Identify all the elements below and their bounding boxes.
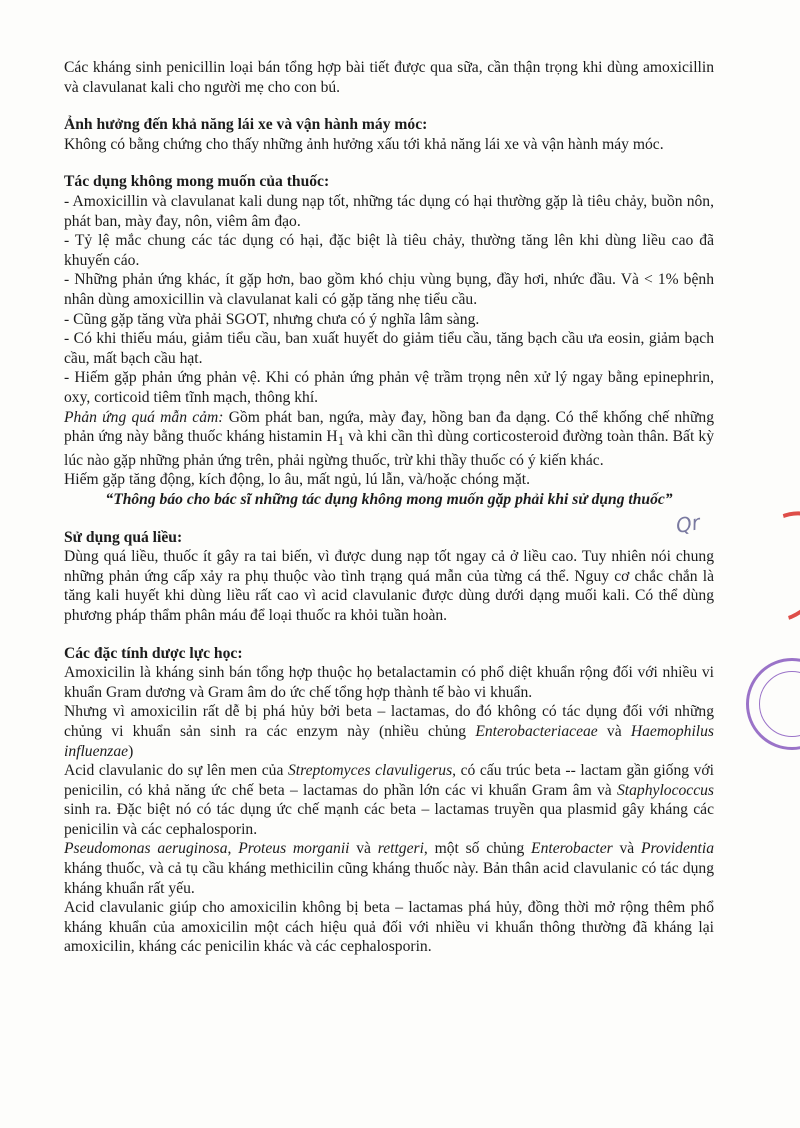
pharmacology-paragraph-2 [64,702,714,761]
text-run: , có cấu trúc beta -- lactam gần giống với penicilin, có khả năng ức chế beta – lactamas do phần lớn các vi khuẩn Gram âm và [64,762,714,799]
text-run: và [349,840,378,858]
pharmacology-paragraph-1: Amoxicilin là kháng sinh bán tổng hợp thuộc họ betalactamin có phổ diệt khuẩn rộng đối với nhiều vi khuẩn Gram dương và Gram âm do ức chế tổng hợp thành tế bào vi khuẩn. [64,664,714,701]
h1-subscript: 1 [337,433,345,449]
driving-heading: Ảnh hưởng đến khả năng lái xe và vận hành máy móc: [64,116,428,134]
side-effect-item: - Tỷ lệ mắc chung các tác dụng có hại, đặc biệt là tiêu chảy, thường tăng lên khi dùng liều cao đã khuyến cáo. [64,232,714,269]
company-seal [746,658,800,750]
text-run: và [597,722,631,740]
text-run: , một số chủng [423,840,532,858]
text-run: Acid clavulanic do sự lên men của [64,762,288,780]
species-name: Pseudomonas aeruginosa [64,840,228,858]
pharmacology-paragraph-4 [64,839,714,898]
text-run: sinh ra. Đặc biệt nó có tác dụng ức chế mạnh các beta – lactamas truyền qua plasmid gây kháng các penicilin và các cephalosporin. [64,801,714,838]
species-name: Providentia [640,840,715,858]
overdose-heading: Sử dụng quá liều: [64,528,183,546]
side-effect-item: - Amoxicillin và clavulanat kali dung nạp tốt, những tác dụng có hại thường gặp là tiêu chảy, buồn nôn, phát ban, mày đay, nôn, viêm âm đạo. [64,192,714,230]
species-name: Streptomyces clavuligerus [287,762,453,780]
text-run: kháng thuốc, và cả tụ cầu kháng methicilin cũng kháng thuốc này. Bản thân acid clavulanic có tác dụng kháng khuẩn rất yếu. [64,860,714,897]
text-run: Nhưng vì amoxicilin rất dễ bị phá hủy bởi beta – lactamas, do đó không có tác dụng đối với những chủng vi khuẩn sản sinh ra các enzym này (nhiều chủng [64,703,714,740]
side-effect-item: - Cũng gặp tăng vừa phải SGOT, nhưng chưa có ý nghĩa lâm sàng. [64,310,480,328]
hypersensitivity-label: Phản ứng quá mẫn cảm: [64,408,224,426]
pharmacology-heading: Các đặc tính dược lực học: [64,644,243,662]
side-effects-heading: Tác dụng không mong muốn của thuốc: [64,173,330,191]
species-name: Enterobacteriaceae [475,722,598,740]
driving-paragraph: Không có bằng chứng cho thấy những ảnh hưởng xấu tới khả năng lái xe và vận hành máy móc. [64,135,664,153]
rare-effects-paragraph: Hiếm gặp tăng động, kích động, lo âu, mất ngủ, lú lẫn, và/hoặc chóng mặt. [64,471,530,489]
document-page [64,58,714,957]
pharmacology-paragraph-3 [64,761,714,839]
pharmacology-paragraph-5: Acid clavulanic giúp cho amoxicilin không bị beta – lactamas phá hủy, đồng thời mở rộng thêm phổ kháng khuẩn của amoxicilin một cách hiệu quả đối với nhiều vi khuẩn thông thường đã kháng lại amoxicilin, kháng các penicilin khác và các cephalosporin. [64,899,714,956]
side-effect-item: - Có khi thiếu máu, giảm tiểu cầu, ban xuất huyết do giảm tiểu cầu, tăng bạch cầu ưa eosin, giảm bạch cầu, mất bạch cầu hạt. [64,330,714,367]
species-name: rettgeri [377,840,424,858]
side-effect-item: - Hiếm gặp phản ứng phản vệ. Khi có phản ứng phản vệ trầm trọng nên xử lý ngay bằng epinephrin, oxy, corticoid tiêm tĩnh mạch, thông khí. [64,369,714,406]
species-name: Proteus morganii [238,840,350,858]
text-run: và [612,840,641,858]
species-name: Enterobacter [531,840,613,858]
hypersensitivity-paragraph [64,408,714,471]
handwritten-initials: Qr [674,510,702,538]
overdose-paragraph: Dùng quá liều, thuốc ít gây ra tai biến, vì được dung nạp tốt ngay cả ở liều cao. Tuy nhiên nói chung những phản ứng cấp xảy ra phụ thuộc vào tình trạng quá mẫn của từng cá thể. Nguy cơ chắc chắn là tăng kali huyết khi dùng liều rất cao vì acid clavulanic được dùng dưới dạng muối kali. Có thể dùng phương pháp thẩm phân máu để loại thuốc ra khỏi tuần hoàn. [64,548,714,624]
lactation-paragraph: Các kháng sinh penicillin loại bán tổng hợp bài tiết được qua sữa, cần thận trọng khi dùng amoxicillin và clavulanat kali cho người mẹ cho con bú. [64,59,714,96]
hypersensitivity-text: Gồm phát ban, ngứa, mày đay, hồng ban đa dạng. Có thể khống chế những phản ứng này bằng thuốc kháng histamin H [64,408,715,446]
doctor-notice: “Thông báo cho bác sĩ những tác dụng không mong muốn gặp phải khi sử dụng thuốc” [105,490,673,508]
species-name: Staphylococcus [617,781,714,799]
seal-inner-ring [759,671,800,737]
side-effect-item: - Những phản ứng khác, ít gặp hơn, bao gồm khó chịu vùng bụng, đầy hơi, nhức đầu. Và < 1% bệnh nhân dùng amoxicillin và clavulanat kali có gặp tăng nhẹ tiểu cầu. [64,271,714,308]
text-run: ) [128,742,134,760]
species-name: Haemophilus influenzae [64,722,715,760]
red-stamp-mark [718,494,800,640]
text-run: , [227,840,239,858]
hypersensitivity-text-cont: và khi cần thì dùng corticosteroid đường toàn thân. Bất kỳ lúc nào gặp những phản ứng trên, phải ngừng thuốc, trừ khi thầy thuốc có ý kiến khác. [64,428,714,469]
